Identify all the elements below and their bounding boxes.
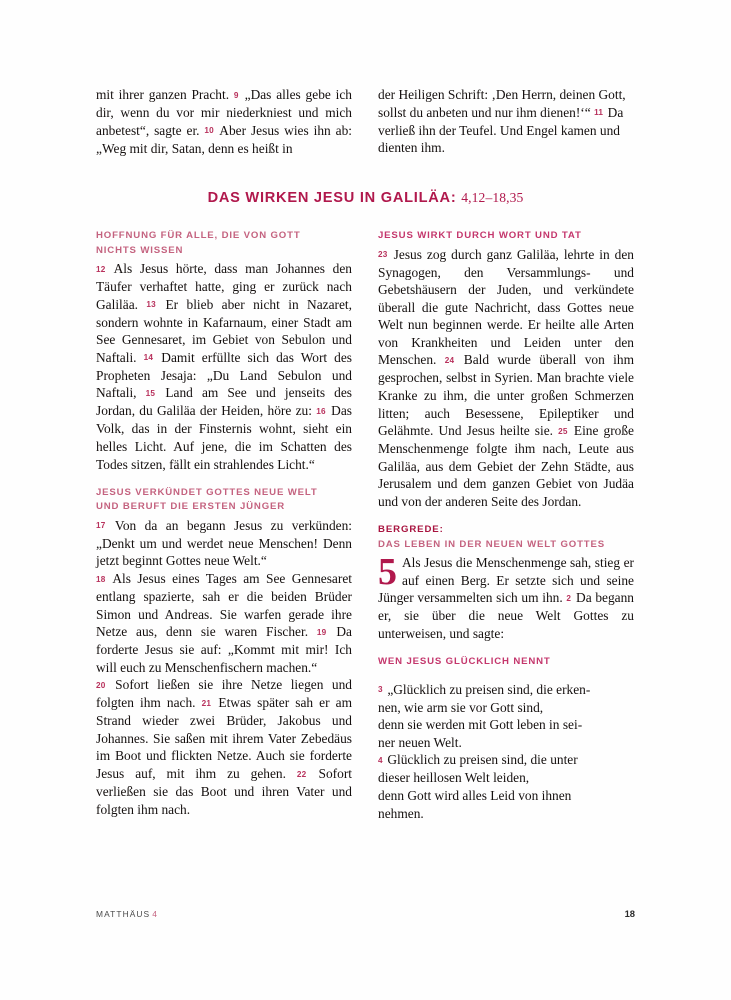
verse-number: 18 — [96, 574, 106, 584]
verse-number: 4 — [378, 755, 383, 765]
verse-number: 10 — [204, 126, 214, 136]
verse-number: 19 — [316, 627, 327, 637]
spacer — [378, 642, 634, 655]
poetry-line: ner neuen Welt. — [378, 734, 462, 750]
poetry-line: 4 Glücklich zu preisen sind, die unter — [378, 752, 578, 768]
section-heading — [96, 188, 635, 206]
verse-number: 13 — [146, 300, 156, 310]
spacer — [96, 206, 635, 229]
sub-heading-line: BERGREDE: — [378, 524, 444, 536]
page-footer — [96, 908, 635, 919]
paragraph: 23 Jesus zog durch ganz Galiläa, lehrte in den Synagogen, den Versammlungs- und Gebetshäusern der Juden, und verkündete überall die gute Nachricht, dass Gottes neue Welt nun beginnen werde. Er heilte alle Arten von Krankheiten und Leiden unter den Menschen. 24 Bald wurde überall von ihm gesprochen, selbst in Syrien. Man brachte viele Kranke zu ihm, die unter großen Schmerzen litten; auch Besessene, Epileptiker und Gelähmte. Und Jesus heilte sie. 25 Eine große Menschenmenge folgte ihm nach, Leute aus Galiläa, aus dem Gebiet der Zehn Städte, aus Jerusalem und dem ganzen Gebiet von Judäa und von der anderen Seite des Jordan. — [378, 246, 634, 509]
sub-heading-line: WEN JESUS GLÜCKLICH NENNT — [378, 656, 551, 668]
poetry-stanza — [378, 751, 634, 822]
verse-number: 9 — [233, 90, 239, 100]
top-left-column — [96, 86, 352, 157]
verse-number: 25 — [558, 426, 568, 436]
paragraph: der Heiligen Schrift: ‚Den Herrn, deinen Gott, sollst du anbeten und nur ihm dienen!‘“ 11 Da verließ ihn der Teufel. Und Engel kamen und dienten ihm. — [378, 87, 626, 156]
verse-number: 20 — [96, 680, 106, 690]
verse-number: 16 — [316, 406, 326, 416]
footer-book-reference — [96, 909, 158, 919]
chapter-opening-paragraph: 5 Als Jesus die Menschenmenge sah, stieg er auf einen Berg. Er setzte sich und seine Jünger versammelten sich um ihn. 2 Da begann er, sie über die neue Welt Gottes zu unterweisen, und sagte: — [378, 551, 634, 641]
verse-number: 11 — [594, 108, 604, 118]
sub-heading-line: DAS LEBEN IN DER NEUEN WELT GOTTES — [378, 538, 605, 550]
sub-heading — [96, 229, 352, 258]
poetry-line: nehmen. — [378, 805, 424, 821]
verse-number: 17 — [96, 521, 106, 531]
spacer — [378, 672, 634, 681]
page-content — [96, 86, 635, 822]
sub-heading-line: JESUS WIRKT DURCH WORT UND TAT — [378, 230, 582, 242]
sub-heading-line: UND BERUFT DIE ERSTEN JÜNGER — [96, 501, 286, 513]
verse-number: 22 — [296, 769, 307, 779]
spacer — [96, 157, 635, 188]
footer-chapter-number: 4 — [152, 909, 159, 919]
sub-heading — [378, 538, 634, 552]
sub-heading — [378, 523, 634, 537]
sub-heading — [378, 229, 634, 243]
paragraph: 12 Als Jesus hörte, dass man Johannes den Täufer verhaftet hatte, ging er zurück nach Galiläa. 13 Er blieb aber nicht in Nazaret, sondern wohnte in Kafarnaum, einer Stadt am See Gennesaret, im Gebiet von Sebulon und Naftali. 14 Damit erfüllte sich das Wort des Propheten Jesaja: „Du Land Sebulon und Naftali, 15 Land am See und jenseits des Jordan, du Galiläa der Heiden, höre zu: 16 Das Volk, das in der Finsternis wohnt, sieht ein helles Licht. Auf jene, die im Schatten des Todes sitzen, fällt ein strahlendes Licht.“ — [96, 261, 353, 472]
poetry-line: denn Gott wird alles Leid von ihnen — [378, 788, 572, 804]
verse-number: 23 — [378, 250, 388, 260]
paragraph: mit ihrer ganzen Pracht. 9 „Das alles gebe ich dir, wenn du vor mir niederkniest und mich anbetest“, sagte er. 10 Aber Jesus wies ihn ab: „Weg mit dir, Satan, denn es heißt in — [96, 87, 352, 156]
sub-heading — [96, 486, 352, 515]
verse-number: 14 — [143, 353, 154, 363]
spacer — [378, 510, 634, 523]
poetry-line: nen, wie arm sie vor Gott sind, — [378, 699, 544, 715]
section-heading-title: DAS WIRKEN JESU IN GALILÄA: — [207, 190, 457, 207]
paragraph: 20 Sofort ließen sie ihre Netze liegen und folgten ihm nach. 21 Etwas später sah er am Strand wieder zwei Brüder, Jakobus und Johannes. Sie saßen mit ihrem Vater Zebedäus im Boot und flickten Netze. Auch sie forderte Jesus auf, mit ihm zu gehen. 22 Sofort verließen sie das Boot und ihren Vater und folgten ihm nach. — [96, 677, 353, 817]
verse-number: 21 — [201, 698, 212, 708]
paragraph: 17 Von da an begann Jesus zu verkünden: „Denkt um und werdet neue Menschen! Denn jetzt beginnt Gottes neue Welt.“ — [96, 517, 352, 569]
main-body-columns — [96, 229, 635, 822]
verse-number: 24 — [444, 355, 455, 365]
poetry-line: dieser heillosen Welt leiden, — [378, 770, 530, 786]
sub-heading-line: HOFFNUNG FÜR ALLE, DIE VON GOTT — [96, 230, 301, 242]
chapter-number-dropcap: 5 — [378, 551, 397, 594]
sub-heading — [378, 655, 634, 669]
spacer — [96, 473, 352, 486]
poetry-stanza — [378, 681, 634, 752]
verse-number: 15 — [145, 388, 156, 398]
section-heading-reference: 4,12–18,35 — [461, 190, 524, 206]
poetry-line: denn sie werden mit Gott leben in sei- — [378, 717, 583, 733]
verse-number: 12 — [96, 264, 106, 274]
left-column — [96, 229, 352, 818]
verse-number: 3 — [378, 685, 383, 695]
right-column — [378, 229, 634, 822]
paragraph: 18 Als Jesus eines Tages am See Gennesaret entlang spazierte, sah er die beiden Brüder Simon und Andreas. Sie warfen gerade ihre Netze aus, denn sie waren Fischer. 19 Da forderte Jesus sie auf: „Kommt mit mir! Ich will euch zu Menschenfischern machen.“ — [96, 571, 352, 675]
footer-book-name: MATTHÄUS — [96, 909, 151, 919]
footer-page-number: 18 — [624, 908, 635, 919]
poetry-line: 3 „Glücklich zu preisen sind, die erken- — [378, 681, 591, 697]
top-right-column — [378, 86, 634, 157]
top-continuation-block — [96, 86, 635, 157]
sub-heading-line: NICHTS WISSEN — [96, 244, 184, 256]
verse-number: 2 — [566, 593, 572, 603]
sub-heading-line: JESUS VERKÜNDET GOTTES NEUE WELT — [96, 487, 318, 499]
